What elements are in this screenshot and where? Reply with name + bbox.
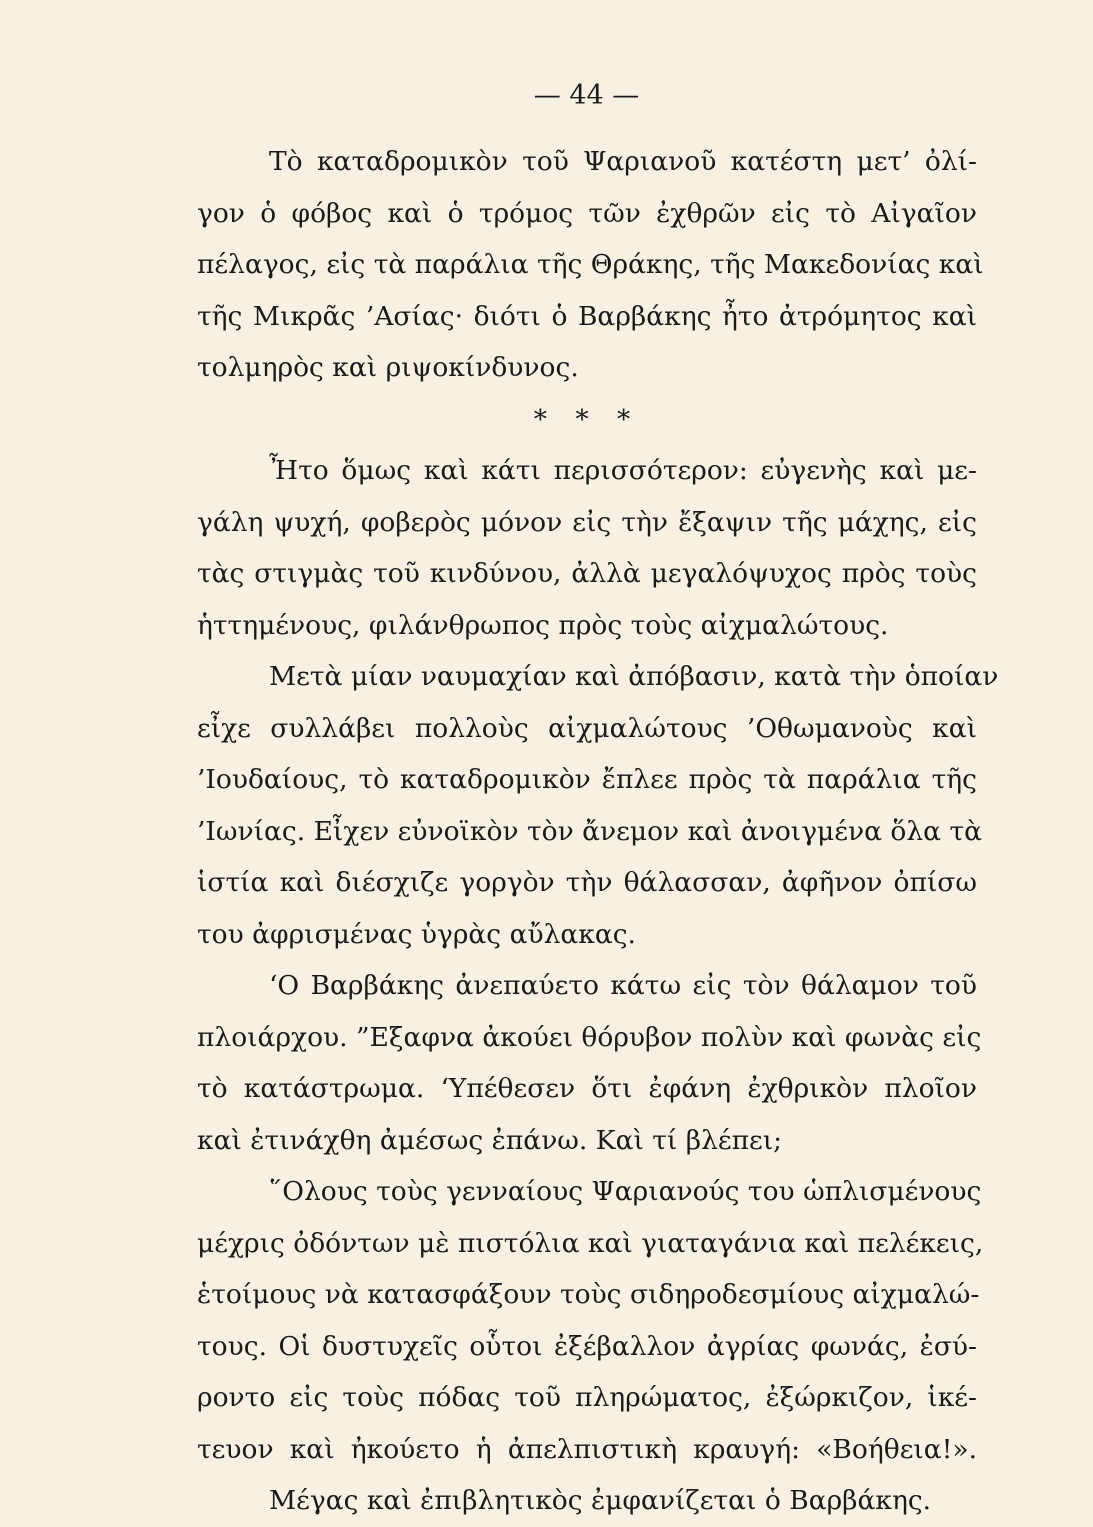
text-line: τῆς Μικρᾶς ’Ασίας· διότι ὁ Βαρβάκης ἦτο ἀτρόμητος καὶ: [197, 300, 977, 332]
text-line: του ἀφρισμένας ὑγρὰς αὔλακας.: [197, 918, 636, 950]
text-line: εἶχε συλλάβει πολλοὺς αἰχμαλώτους ’Οθωμανοὺς καὶ: [197, 712, 977, 744]
text-line: ‘Ο Βαρβάκης ἀνεπαύετο κάτω εἰς τὸν θάλαμον τοῦ: [269, 970, 977, 1001]
text-line: γάλη ψυχή, φοβερὸς μόνον εἰς τὴν ἔξαψιν τῆς μάχης, εἰς: [197, 506, 977, 538]
text-line: γον ὁ φόβος καὶ ὁ τρόμος τῶν ἐχθρῶν εἰς τὸ Αἰγαῖον: [197, 197, 977, 229]
page-number: — 44 —: [533, 80, 640, 111]
text-line: Τὸ καταδρομικὸν τοῦ Ψαριανοῦ κατέστη μετ’ ὀλί-: [269, 146, 977, 177]
text-line: ῞Ολους τοὺς γενναίους Ψαριανούς του ὡπλισμένους: [269, 1176, 982, 1207]
text-line: τὸ κατάστρωμα. ‘Υπέθεσεν ὅτι ἐφάνη ἐχθρικὸν πλοῖον: [197, 1073, 977, 1104]
text-line: ’Ιουδαίους, τὸ καταδρομικὸν ἔπλεε πρὸς τὰ παράλια τῆς: [197, 764, 977, 795]
text-line: ροντο εἰς τοὺς πόδας τοῦ πληρώματος, ἐξώρκιζον, ἱκέ-: [197, 1382, 977, 1413]
text-line: ἱστία καὶ διέσχιζε γοργὸν τὴν θάλασσαν, ἀφῆνον ὀπίσω: [197, 867, 977, 898]
text-line: Μέγας καὶ ἐπιβλητικὸς ἐμφανίζεται ὁ Βαρβάκης.: [269, 1485, 932, 1516]
text-line: ἑτοίμους νὰ κατασφάξουν τοὺς σιδηροδεσμίους αἰχμαλώ-: [197, 1279, 980, 1310]
text-line: ἡττημένους, φιλάνθρωπος πρὸς τοὺς αἰχμαλώτους.: [197, 609, 889, 641]
text-line: τολμηρὸς καὶ ριψοκίνδυνος.: [197, 352, 579, 383]
text-line: ’Ιωνίας. Εἶχεν εὐνοϊκὸν τὸν ἄνεμον καὶ ἀνοιγμένα ὅλα τὰ: [197, 815, 983, 847]
text-line: τευον καὶ ἠκούετο ἡ ἀπελπιστικὴ κραυγή: «Βοήθεια!».: [197, 1433, 977, 1465]
text-line: Μετὰ μίαν ναυμαχίαν καὶ ἀπόβασιν, κατὰ τὴν ὁποίαν: [269, 661, 999, 692]
text-line: πέλαγος, εἰς τὰ παράλια τῆς Θράκης, τῆς Μακεδονίας καὶ: [197, 249, 984, 280]
text-line: μέχρις ὀδόντων μὲ πιστόλια καὶ γιαταγάνια καὶ πελέκεις,: [197, 1227, 984, 1259]
section-separator: * * *: [533, 403, 641, 435]
text-line: Ἦτο ὅμως καὶ κάτι περισσότερον: εὐγενὴς καὶ με-: [269, 455, 977, 486]
text-line: τὰς στιγμὰς τοῦ κινδύνου, ἀλλὰ μεγαλόψυχος πρὸς τοὺς: [197, 558, 977, 589]
text-line: πλοιάρχου. ”Εξαφνα ἀκούει θόρυβον πολὺν καὶ φωνὰς εἰς: [197, 1021, 982, 1053]
text-line: καὶ ἐτινάχθη ἀμέσως ἐπάνω. Καὶ τί βλέπει;: [197, 1124, 783, 1156]
body-text: [197, 136, 999, 1527]
text-line: τους. Οἱ δυστυχεῖς οὗτοι ἐξέβαλλον ἀγρίας φωνάς, ἐσύ-: [197, 1330, 977, 1362]
